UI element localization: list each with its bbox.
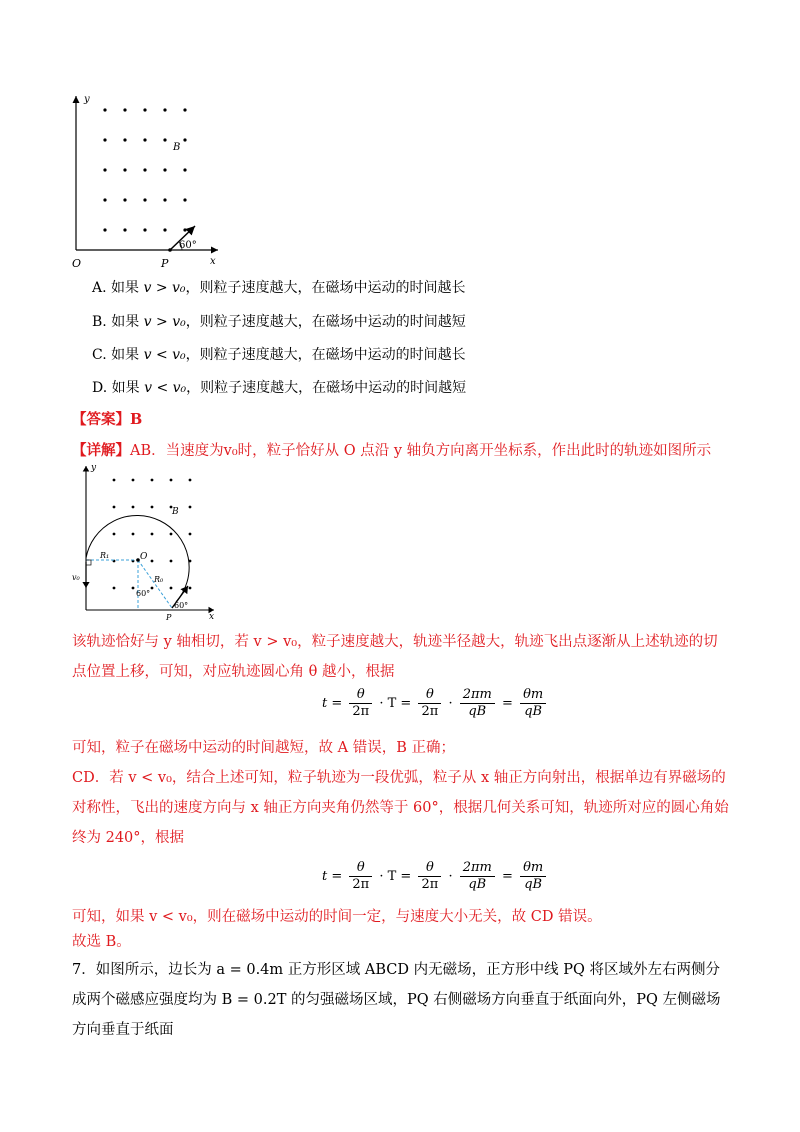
eq-den: qB bbox=[524, 704, 543, 719]
field-dot bbox=[113, 533, 116, 536]
field-dot bbox=[183, 228, 186, 231]
r0-label: R₀ bbox=[154, 575, 164, 584]
option-math: v > v₀ bbox=[143, 280, 186, 296]
equation-2 bbox=[322, 860, 549, 893]
point-p bbox=[168, 248, 172, 252]
field-dots bbox=[103, 108, 186, 231]
option-math: v < v₀ bbox=[143, 347, 186, 363]
field-dot bbox=[143, 138, 146, 141]
point-p-label: P bbox=[166, 613, 172, 622]
field-dot bbox=[183, 168, 186, 171]
option-prefix: 如果 bbox=[111, 380, 140, 396]
question-7: 7．如图所示，边长为 a = 0.4m 正方形区域 ABCD 内无磁场，正方形中线 PQ 将区域外左右两侧分成两个磁感应强度均为 B = 0.2T 的匀强磁场区域，PQ 右侧磁场方向垂直于纸面向外，PQ 左侧磁场方向垂直于纸面 bbox=[72, 962, 721, 1038]
detail-text: AB．当速度为v₀时，粒子恰好从 O 点沿 y 轴负方向离开坐标系，作出此时的轨迹如图所示 bbox=[130, 443, 712, 459]
eq-dot-t: · T = bbox=[379, 695, 412, 711]
eq-num: θm bbox=[520, 687, 546, 704]
field-dot bbox=[163, 228, 166, 231]
figure-2 bbox=[66, 462, 226, 622]
angle-label-center: 60° bbox=[136, 589, 151, 598]
option-c[interactable] bbox=[92, 346, 466, 364]
field-dot bbox=[123, 168, 126, 171]
field-dot bbox=[183, 198, 186, 201]
field-dot bbox=[143, 198, 146, 201]
eq-num: θ bbox=[349, 860, 372, 877]
radius-r0 bbox=[138, 560, 172, 608]
field-dot bbox=[132, 506, 135, 509]
field-dot bbox=[113, 587, 116, 590]
eq-frac bbox=[460, 860, 495, 893]
field-dots bbox=[113, 479, 192, 590]
eq-dot: · bbox=[448, 868, 453, 884]
field-dot bbox=[183, 138, 186, 141]
eq-num: θ bbox=[349, 687, 372, 704]
answer-line bbox=[72, 410, 142, 430]
field-dot bbox=[151, 479, 154, 482]
option-b[interactable] bbox=[92, 313, 466, 331]
field-dot bbox=[189, 506, 192, 509]
eq-den: qB bbox=[524, 877, 543, 892]
option-math: v < v₀ bbox=[144, 380, 187, 396]
figure-1-svg bbox=[60, 90, 230, 270]
eq-den: 2π bbox=[352, 704, 370, 719]
eq-frac bbox=[418, 687, 441, 720]
y-axis-label: y bbox=[91, 463, 97, 473]
eq-dot-t: · T = bbox=[379, 868, 412, 884]
option-letter: C. bbox=[92, 347, 107, 363]
eq-num: 2πm bbox=[460, 687, 495, 704]
eq-t: t = bbox=[322, 695, 343, 711]
right-angle-mark bbox=[86, 560, 91, 565]
eq-frac bbox=[460, 687, 495, 720]
origin-label: O bbox=[72, 257, 82, 270]
option-prefix: 如果 bbox=[111, 347, 140, 363]
option-text: ，则粒子速度越大，在磁场中运动的时间越长 bbox=[185, 347, 466, 363]
answer-value: B bbox=[130, 411, 143, 428]
center-label: O bbox=[140, 552, 148, 562]
field-dot bbox=[183, 108, 186, 111]
eq-frac bbox=[349, 860, 372, 893]
field-dot bbox=[103, 138, 106, 141]
option-prefix: 如果 bbox=[111, 280, 140, 296]
x-axis-label: x bbox=[210, 256, 216, 267]
field-dot bbox=[113, 506, 116, 509]
conclusion-1: 可知，粒子在磁场中运动的时间越短，故 A 错误，B 正确； bbox=[72, 740, 455, 756]
field-dot bbox=[103, 168, 106, 171]
eq-den: 2π bbox=[421, 704, 439, 719]
field-label: B bbox=[172, 507, 179, 517]
field-dot bbox=[123, 108, 126, 111]
conclusion-2: 可知，如果 v < v₀，则在磁场中运动的时间一定，与速度大小无关，故 CD 错误。 bbox=[72, 909, 602, 925]
option-d[interactable] bbox=[92, 379, 466, 397]
final-answer: 故选 B。 bbox=[72, 934, 131, 950]
field-dot bbox=[123, 198, 126, 201]
option-math: v > v₀ bbox=[143, 314, 186, 330]
field-dot bbox=[151, 533, 154, 536]
point-p-label: P bbox=[161, 257, 169, 270]
field-dot bbox=[163, 138, 166, 141]
x-axis-label: x bbox=[209, 612, 215, 622]
angle-label-p: 60° bbox=[174, 601, 189, 610]
explanation-paragraph-2: CD．若 v < v₀，结合上述可知，粒子轨迹为一段优弧，粒子从 x 轴正方向射出，根据单边有界磁场的对称性，飞出的速度方向与 x 轴正方向夹角仍然等于 60°，根据几何关系可知，轨迹所对应的圆心角始终为 240°，根据 bbox=[72, 770, 729, 846]
eq-frac bbox=[520, 687, 546, 720]
option-letter: D. bbox=[92, 380, 108, 396]
field-dot bbox=[189, 479, 192, 482]
eq-num: θm bbox=[520, 860, 546, 877]
eq-den: qB bbox=[468, 877, 487, 892]
figure-2-svg bbox=[66, 462, 226, 622]
option-a[interactable] bbox=[92, 279, 466, 297]
option-prefix: 如果 bbox=[111, 314, 140, 330]
r1-label: R₁ bbox=[100, 551, 110, 560]
field-dot bbox=[123, 228, 126, 231]
eq-num: θ bbox=[418, 860, 441, 877]
field-dot bbox=[163, 168, 166, 171]
y-axis-label: y bbox=[84, 94, 90, 105]
eq-frac bbox=[349, 687, 372, 720]
detail-line bbox=[72, 441, 711, 461]
field-dot bbox=[170, 479, 173, 482]
field-dot bbox=[170, 533, 173, 536]
field-dot bbox=[189, 587, 192, 590]
field-dot bbox=[143, 228, 146, 231]
eq-equals: = bbox=[502, 695, 513, 711]
eq-den: 2π bbox=[421, 877, 439, 892]
field-dot bbox=[103, 108, 106, 111]
field-dot bbox=[151, 560, 154, 563]
eq-frac bbox=[418, 860, 441, 893]
v0-label: v₀ bbox=[72, 573, 80, 582]
option-text: ，则粒子速度越大，在磁场中运动的时间越长 bbox=[185, 280, 466, 296]
field-label: B bbox=[173, 142, 181, 153]
detail-label: 【详解】 bbox=[72, 442, 130, 459]
field-dot bbox=[151, 587, 154, 590]
eq-t: t = bbox=[322, 868, 343, 884]
field-dot bbox=[123, 138, 126, 141]
answer-label: 【答案】 bbox=[72, 411, 130, 428]
angle-label: 60° bbox=[179, 240, 197, 251]
field-dot bbox=[170, 560, 173, 563]
field-dot bbox=[103, 198, 106, 201]
field-dot bbox=[132, 587, 135, 590]
field-dot bbox=[170, 587, 173, 590]
option-letter: A. bbox=[92, 280, 107, 296]
field-dot bbox=[151, 506, 154, 509]
field-dot bbox=[189, 533, 192, 536]
equation-1 bbox=[322, 687, 549, 720]
field-dot bbox=[143, 168, 146, 171]
figure-1 bbox=[60, 90, 230, 270]
eq-equals: = bbox=[502, 868, 513, 884]
option-text: ，则粒子速度越大，在磁场中运动的时间越短 bbox=[186, 380, 467, 396]
field-dot bbox=[132, 533, 135, 536]
eq-num: θ bbox=[418, 687, 441, 704]
field-dot bbox=[143, 108, 146, 111]
eq-dot: · bbox=[448, 695, 453, 711]
field-dot bbox=[163, 198, 166, 201]
option-text: ，则粒子速度越大，在磁场中运动的时间越短 bbox=[185, 314, 466, 330]
eq-num: 2πm bbox=[460, 860, 495, 877]
explanation-paragraph-1: 该轨迹恰好与 y 轴相切，若 v > v₀，粒子速度越大，轨迹半径越大，轨迹飞出点逐渐从上述轨迹的切点位置上移，可知，对应轨迹圆心角 θ 越小，根据 bbox=[72, 634, 718, 680]
eq-den: 2π bbox=[352, 877, 370, 892]
field-dot bbox=[132, 479, 135, 482]
option-letter: B. bbox=[92, 314, 107, 330]
field-dot bbox=[103, 228, 106, 231]
field-dot bbox=[113, 479, 116, 482]
eq-den: qB bbox=[468, 704, 487, 719]
eq-frac bbox=[520, 860, 546, 893]
field-dot bbox=[163, 108, 166, 111]
